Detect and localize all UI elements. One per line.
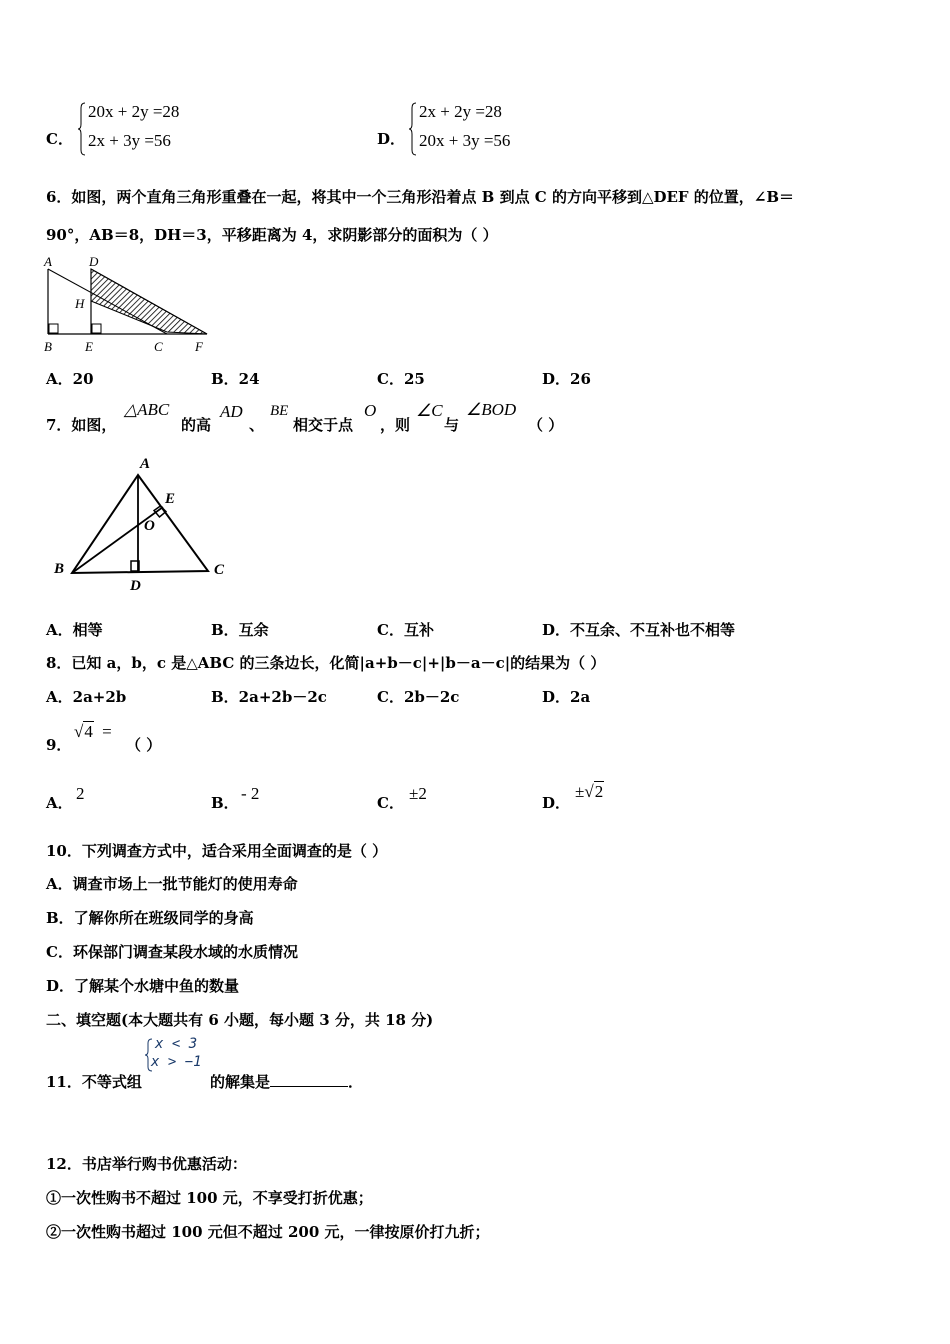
q8-option-d: D．2a bbox=[542, 688, 591, 706]
q7-option-a: A．相等 bbox=[46, 621, 103, 639]
q9-eq: = bbox=[102, 722, 112, 741]
brace-icon bbox=[78, 102, 86, 156]
q9-label: 9． bbox=[46, 736, 72, 754]
q12-rule-1: ①一次性购书不超过 100 元，不享受打折优惠； bbox=[46, 1189, 373, 1207]
q10-option-b: B．了解你所在班级同学的身高 bbox=[46, 909, 254, 927]
q11-inequality-system bbox=[145, 1036, 207, 1074]
q7-sep: 、 bbox=[249, 416, 265, 434]
section-2-heading: 二、填空题(本大题共有 6 小题，每小题 3 分，共 18 分) bbox=[46, 1011, 434, 1029]
label-e: E bbox=[85, 339, 93, 354]
q9-option-d-sign: ± bbox=[575, 782, 585, 801]
q7-option-c: C．互补 bbox=[377, 621, 434, 639]
q9-radicand: 4 bbox=[84, 722, 93, 741]
q7-paren: （ ） bbox=[528, 416, 564, 434]
label-b: B bbox=[44, 339, 52, 354]
q9-option-b-label: B． bbox=[211, 794, 239, 812]
q8-option-c: C．2b－2c bbox=[377, 688, 460, 706]
label-d: D bbox=[89, 254, 99, 269]
q5-d-eq2: 20x + 3y =56 bbox=[419, 131, 511, 150]
q10-option-d: D．了解某个水塘中鱼的数量 bbox=[46, 977, 240, 995]
radical-icon: √ bbox=[74, 722, 84, 741]
q11-answer-blank[interactable] bbox=[270, 1072, 348, 1087]
q7-figure bbox=[50, 450, 235, 595]
q9-option-d-label: D． bbox=[542, 794, 571, 812]
q8-option-a: A．2a+2b bbox=[46, 688, 127, 706]
q7-text-intersect: 相交于点 bbox=[293, 416, 354, 434]
label-a: A bbox=[140, 456, 151, 472]
q10-stem: 10．下列调查方式中，适合采用全面调查的是（ ） bbox=[46, 842, 388, 860]
q7-o: O bbox=[364, 401, 377, 420]
q6-stem-line2: 90°，AB＝8，DH＝3，平移距离为 4，求阴影部分的面积为（ ） bbox=[46, 226, 498, 244]
q5-c-eq1: 20x + 2y =28 bbox=[88, 102, 180, 121]
q6-option-b: B．24 bbox=[211, 370, 260, 388]
q5-option-c-label: C． bbox=[46, 130, 73, 148]
label-f: F bbox=[195, 339, 203, 354]
q6-option-c: C．25 bbox=[377, 370, 425, 388]
q7-ad: AD bbox=[220, 402, 243, 421]
q9-option-c-value: ±2 bbox=[409, 784, 427, 803]
q9-sqrt bbox=[74, 722, 112, 742]
q7-text-yu: 与 bbox=[444, 416, 460, 434]
q11-ineq2: x > −1 bbox=[151, 1054, 202, 1070]
label-h: H bbox=[75, 296, 85, 311]
q12-rule-2: ②一次性购书超过 100 元但不超过 200 元，一律按原价打九折； bbox=[46, 1223, 490, 1241]
q9-option-c-label: C． bbox=[377, 794, 404, 812]
label-e: E bbox=[165, 491, 176, 507]
q8-stem: 8．已知 a，b，c 是△ABC 的三条边长，化简|a+b－c|+|b－a－c|的结果为（ ） bbox=[46, 654, 606, 672]
q7-text-gao: 的高 bbox=[181, 416, 212, 434]
q9-option-d-radicand: 2 bbox=[594, 782, 604, 801]
q9-option-b-value: - 2 bbox=[241, 784, 260, 803]
q11-end: ． bbox=[348, 1073, 364, 1091]
q10-option-a: A．调查市场上一批节能灯的使用寿命 bbox=[46, 875, 298, 893]
label-o: O bbox=[144, 518, 155, 534]
q7-stem-prefix: 7．如图， bbox=[46, 416, 117, 434]
q9-option-a-label: A． bbox=[46, 794, 73, 812]
q7-be: BE bbox=[270, 403, 289, 419]
label-c: C bbox=[214, 562, 225, 578]
q9-option-d-value bbox=[575, 782, 604, 802]
q9-paren: （ ） bbox=[126, 736, 162, 754]
brace-icon bbox=[409, 102, 417, 156]
q12-stem: 12．书店举行购书优惠活动： bbox=[46, 1155, 247, 1173]
q11-suffix bbox=[210, 1071, 363, 1092]
q7-text-ze: ，则 bbox=[380, 416, 411, 434]
q6-option-a: A．20 bbox=[46, 370, 94, 388]
q7-option-b: B．互余 bbox=[211, 621, 269, 639]
q7-angle-bod: ∠BOD bbox=[466, 400, 517, 419]
q10-option-c: C．环保部门调查某段水域的水质情况 bbox=[46, 943, 298, 961]
q9-option-a-value: 2 bbox=[76, 784, 85, 803]
q7-angle-c: ∠C bbox=[416, 401, 443, 420]
label-d: D bbox=[130, 578, 141, 594]
q11-prefix: 11．不等式组 bbox=[46, 1073, 142, 1091]
q5-d-eq1: 2x + 2y =28 bbox=[419, 102, 502, 121]
q11-suffix-text: 的解集是 bbox=[210, 1073, 271, 1091]
q7-option-d: D．不互余、不互补也不相等 bbox=[542, 621, 736, 639]
label-b: B bbox=[54, 561, 65, 577]
q6-option-d: D．26 bbox=[542, 370, 591, 388]
q6-figure bbox=[42, 254, 217, 354]
q5-option-d-label: D． bbox=[377, 130, 406, 148]
q7-triangle-abc: △ABC bbox=[124, 400, 170, 419]
q6-stem-line1: 6．如图，两个直角三角形重叠在一起，将其中一个三角形沿着点 B 到点 C 的方向平移到△DEF 的位置，∠B＝ bbox=[46, 188, 795, 206]
q11-ineq1: x < 3 bbox=[155, 1036, 198, 1052]
label-a: A bbox=[44, 254, 52, 269]
q5-c-eq2: 2x + 3y =56 bbox=[88, 131, 171, 150]
label-c: C bbox=[154, 339, 163, 354]
radical-icon: √ bbox=[584, 782, 594, 801]
q8-option-b: B．2a+2b－2c bbox=[211, 688, 327, 706]
